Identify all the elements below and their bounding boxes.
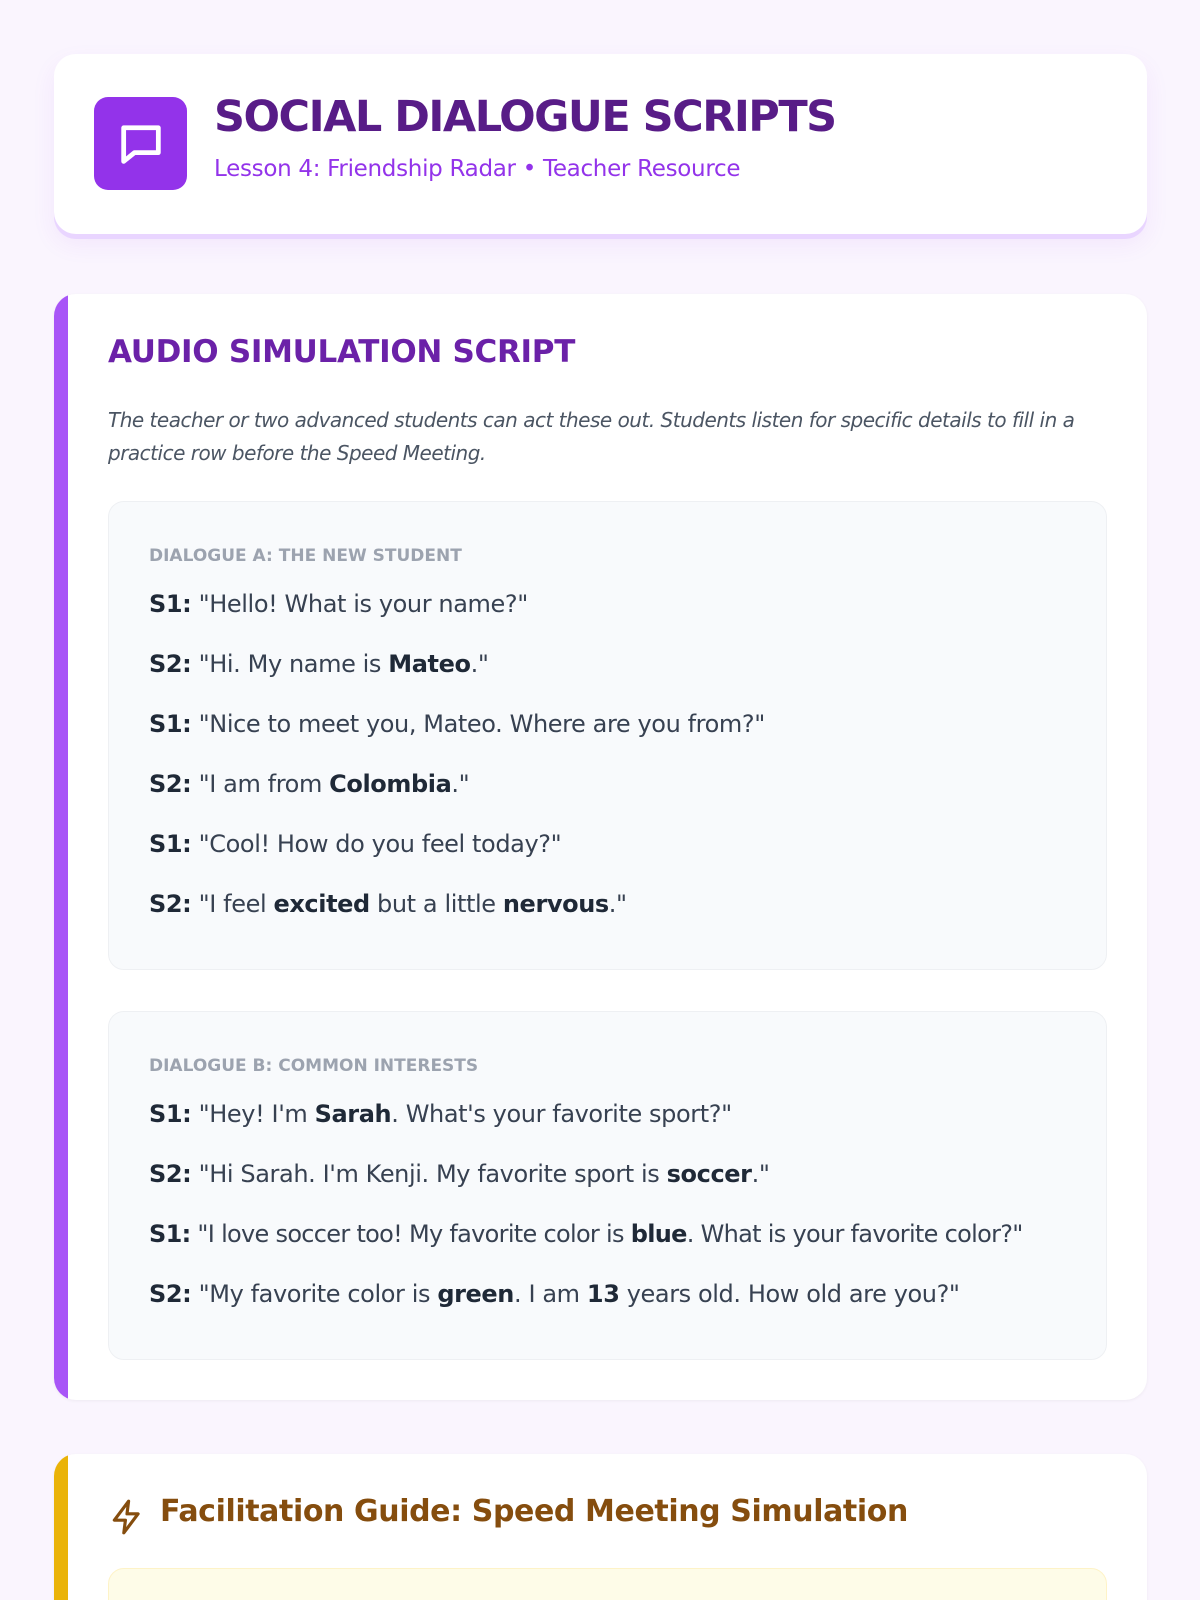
dialogue-label: DIALOGUE B: COMMON INTERESTS — [149, 1056, 479, 1076]
speaker-label: S1: — [149, 1220, 191, 1248]
facilitation-card — [54, 1454, 1147, 1600]
logo-badge — [94, 97, 187, 190]
facilitation-content-box — [108, 1568, 1107, 1600]
card-accent-bar — [54, 294, 68, 1400]
line-text: "Hi Sarah. I'm Kenji. My favorite sport is — [198, 1160, 667, 1188]
speaker-label: S2: — [149, 1160, 192, 1188]
line-text: . What is your favorite color?" — [686, 1220, 1023, 1248]
line-text: "My favorite color is — [198, 1280, 438, 1308]
dialogue-line — [149, 590, 528, 618]
key-detail: Colombia — [329, 770, 452, 798]
line-text: ." — [451, 770, 470, 798]
line-text: "Hi. My name is — [198, 650, 389, 678]
page-subtitle: Lesson 4: Friendship Radar • Teacher Resource — [214, 156, 741, 182]
dialogue-line — [149, 770, 469, 798]
dialogue-a-box — [108, 501, 1107, 970]
speaker-label: S2: — [149, 890, 192, 918]
dialogue-line — [149, 830, 561, 858]
dialogue-line — [149, 1280, 960, 1308]
dialogue-line — [149, 1160, 769, 1188]
speaker-label: S1: — [149, 1100, 192, 1128]
dialogue-label: DIALOGUE A: THE NEW STUDENT — [149, 546, 462, 566]
line-text: ." — [751, 1160, 770, 1188]
chat-bubble-icon — [115, 118, 167, 170]
key-detail: excited — [273, 890, 370, 918]
dialogue-line — [149, 1100, 732, 1128]
line-text: years old. How old are you?" — [619, 1280, 960, 1308]
line-text: "Nice to meet you, Mateo. Where are you from?" — [198, 710, 765, 738]
key-detail: soccer — [666, 1160, 752, 1188]
line-text: but a little — [369, 890, 503, 918]
header-card — [54, 54, 1147, 234]
line-text: ." — [470, 650, 489, 678]
card-accent-bar — [54, 1454, 68, 1600]
speaker-label: S2: — [149, 770, 192, 798]
key-detail: green — [437, 1280, 514, 1308]
key-detail: Mateo — [388, 650, 471, 678]
key-detail: nervous — [502, 890, 609, 918]
speaker-label: S2: — [149, 1280, 192, 1308]
key-detail: 13 — [586, 1280, 620, 1308]
speaker-label: S2: — [149, 650, 192, 678]
line-text: "I feel — [198, 890, 274, 918]
lightning-bolt-icon — [108, 1498, 146, 1536]
dialogue-b-box — [108, 1011, 1107, 1360]
dialogue-line — [149, 650, 488, 678]
line-text: ." — [608, 890, 627, 918]
key-detail: Sarah — [314, 1100, 392, 1128]
line-text: "Hey! I'm — [198, 1100, 315, 1128]
line-text: "Cool! How do you feel today?" — [198, 830, 562, 858]
page-title: SOCIAL DIALOGUE SCRIPTS — [214, 92, 836, 142]
facilitation-title: Facilitation Guide: Speed Meeting Simulation — [160, 1494, 908, 1529]
script-instructions: The teacher or two advanced students can act these out. Students listen for specific details to fill in a practice row before the Speed Meeting. — [108, 408, 1075, 465]
speaker-label: S1: — [149, 830, 192, 858]
line-text: . What's your favorite sport?" — [391, 1100, 732, 1128]
dialogue-line — [149, 890, 627, 918]
speaker-label: S1: — [149, 590, 192, 618]
speaker-label: S1: — [149, 710, 192, 738]
line-text: "Hello! What is your name?" — [198, 590, 528, 618]
line-text: . I am — [514, 1280, 587, 1308]
dialogue-line — [149, 710, 765, 738]
dialogue-line — [149, 1220, 1023, 1248]
audio-script-card — [54, 294, 1147, 1400]
line-text: "I am from — [198, 770, 330, 798]
section-title: AUDIO SIMULATION SCRIPT — [108, 334, 576, 370]
line-text: "I love soccer too! My favorite color is — [197, 1220, 631, 1248]
key-detail: blue — [630, 1220, 687, 1248]
